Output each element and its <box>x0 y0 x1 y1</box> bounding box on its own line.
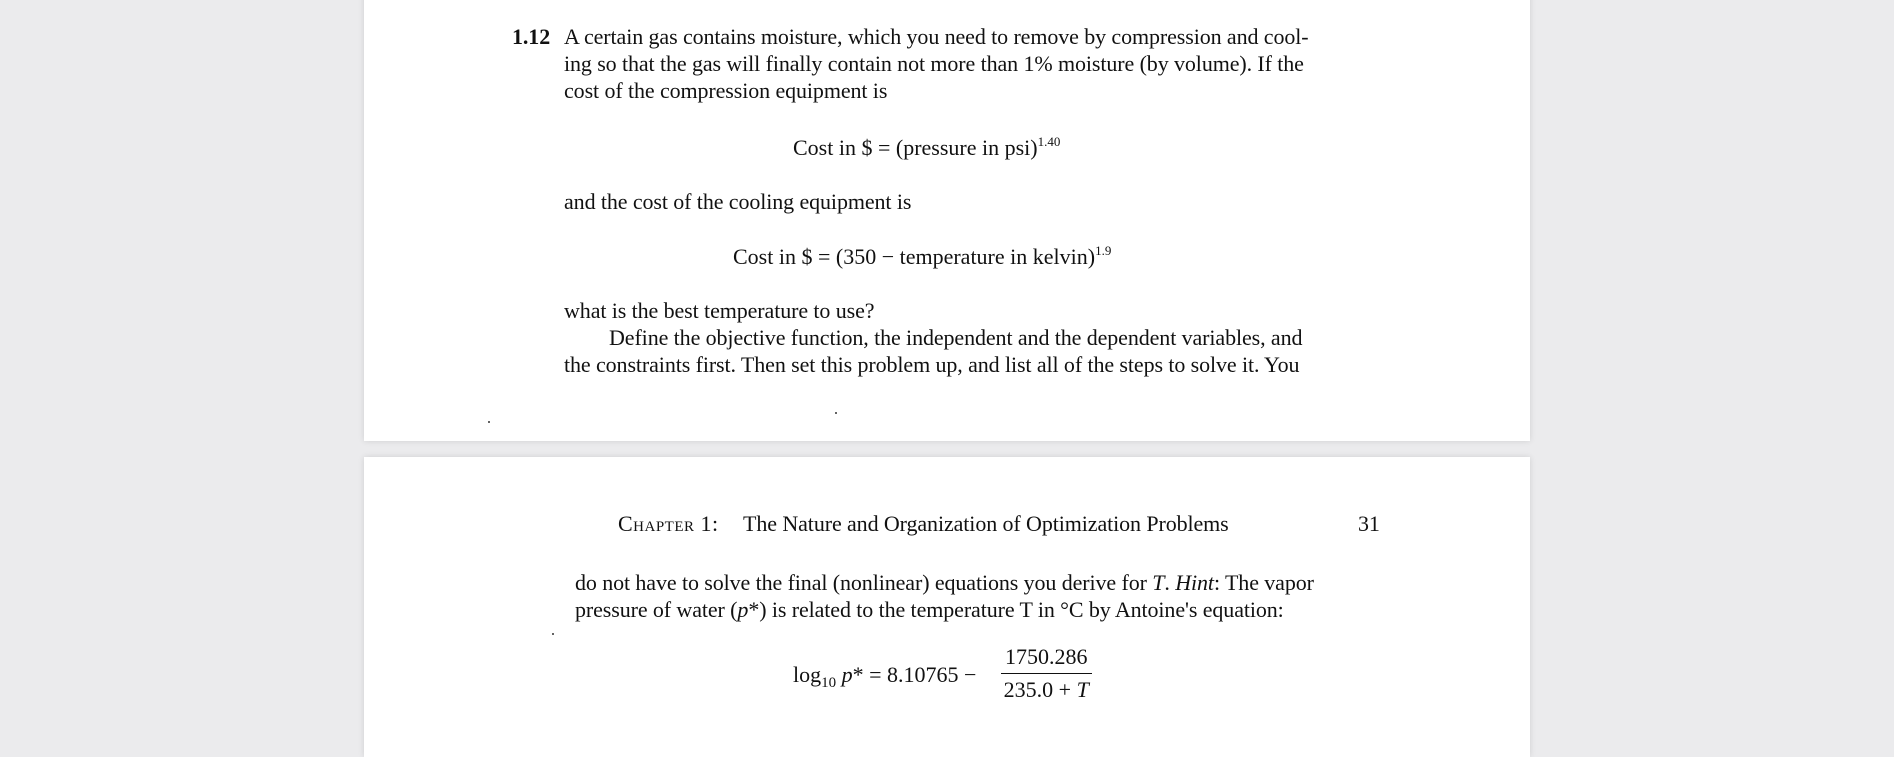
text-span: : The vapor <box>1213 570 1314 595</box>
paragraph-line-2: the constraints first. Then set this problem up, and list all of the steps to solve it. You <box>564 352 1300 377</box>
chapter-title: The Nature and Organization of Optimization Problems <box>743 511 1229 536</box>
text-span: pressure of water ( <box>575 597 738 622</box>
variable-T: T <box>1152 570 1165 595</box>
problem-text-line-2: ing so that the gas will finally contain not more than 1% moisture (by volume). If the <box>564 51 1304 76</box>
body-line-2 <box>575 596 1284 623</box>
equation-exponent: 1.40 <box>1037 134 1061 149</box>
text-span: do not have to solve the final (nonlinear) equations you derive for <box>575 570 1153 595</box>
question-line: what is the best temperature to use? <box>564 298 875 323</box>
text-span: *) is related to the temperature T in °C by Antoine's equation: <box>748 597 1284 622</box>
fraction-numerator: 1750.286 <box>1001 644 1092 674</box>
document-page-2 <box>364 457 1530 757</box>
variable-T: T <box>1076 677 1089 702</box>
antoine-fraction <box>1001 644 1092 703</box>
paragraph-line-1: Define the objective function, the independent and the dependent variables, and <box>609 325 1303 350</box>
document-page-1 <box>364 0 1530 441</box>
log-base: 10 <box>821 675 837 691</box>
antoine-equation <box>793 662 976 692</box>
text-span: . <box>1164 570 1176 595</box>
page-number: 31 <box>1358 511 1380 536</box>
equation-body: Cost in $ = (pressure in psi) <box>793 135 1038 160</box>
hint-label: Hint <box>1175 570 1214 595</box>
log-function: log <box>793 662 822 687</box>
denominator-constant: 235.0 + <box>1003 677 1077 702</box>
scan-speck <box>552 633 554 635</box>
scan-speck <box>488 421 490 423</box>
equation-body: Cost in $ = (350 − temperature in kelvin) <box>733 244 1096 269</box>
problem-number: 1.12 <box>512 24 551 49</box>
running-header <box>618 510 1229 537</box>
chapter-label: Chapter 1: <box>618 511 719 536</box>
equation-exponent: 1.9 <box>1095 243 1112 258</box>
variable-p: p <box>737 597 749 622</box>
scan-speck <box>835 412 837 414</box>
problem-text-line-1: A certain gas contains moisture, which you need to remove by compression and cool- <box>564 24 1309 49</box>
cooling-cost-intro: and the cost of the cooling equipment is <box>564 189 912 214</box>
body-line-1 <box>575 569 1314 596</box>
problem-text-line-3: cost of the compression equipment is <box>564 78 888 103</box>
fraction-denominator <box>1001 674 1092 703</box>
equation-constant: * = 8.10765 − <box>852 662 977 687</box>
cooling-cost-equation <box>733 243 1111 270</box>
compression-cost-equation <box>793 134 1060 161</box>
variable-p: p <box>841 662 853 687</box>
